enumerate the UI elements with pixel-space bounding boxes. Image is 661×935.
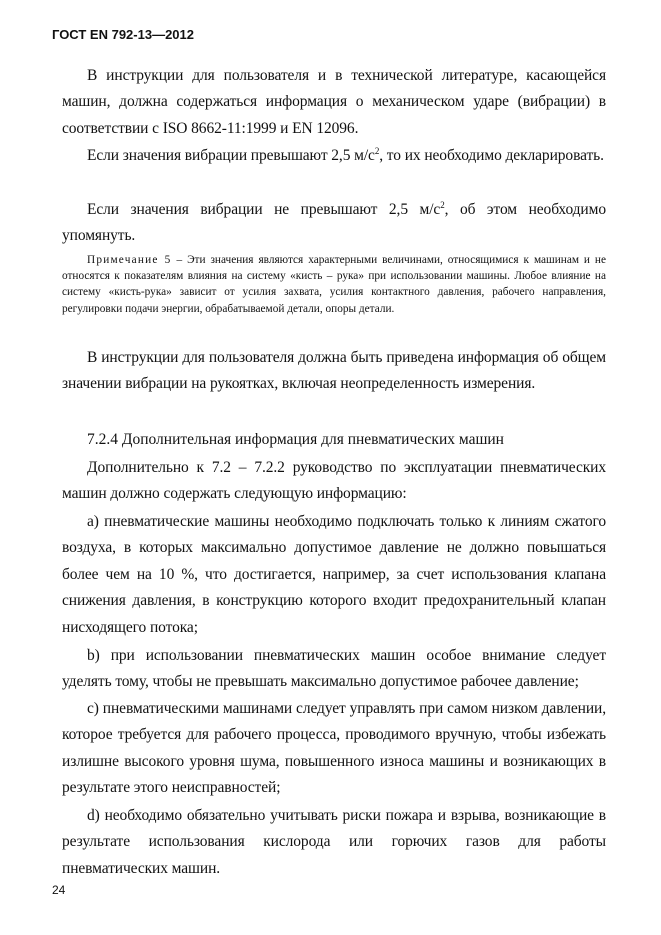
section-heading: 7.2.4 Дополнительная информация для пневматических машин — [87, 431, 504, 448]
unit-exponent: 2 — [374, 145, 380, 156]
vibration-exceed-text: Если значения вибрации превышают 2,5 м/с — [87, 147, 375, 164]
note-5 — [62, 252, 606, 317]
vibration-exceed-tail: , то их необходимо декларировать. — [379, 147, 604, 164]
unit-exponent: 2 — [440, 199, 445, 210]
document-header: ГОСТ EN 792-13—2012 — [52, 27, 194, 42]
paragraph-vibration-exceed — [62, 143, 606, 169]
paragraph-vibration-not-exceed — [62, 197, 606, 250]
paragraph-vibration-handles: В инструкции для пользователя должна быть приведена информация об общем значении вибрации на рукоятках, включая неопределенность измерения. — [62, 349, 606, 393]
note-label: Примечание 5 — [87, 254, 172, 266]
list-item-c: c) пневматическими машинами следует управлять при самом низком давлении, которое требуется для рабочего процесса, проводимого вручную, чтобы избежать излишне высокого уровня шума, повышенного износа машины и возникающих в результате этого неисправностей; — [62, 700, 606, 797]
page-number: 24 — [52, 883, 66, 897]
section-intro: Дополнительно к 7.2 – 7.2.2 руководство по эксплуатации пневматических машин должно содержать следующую информацию: — [62, 459, 606, 503]
list-item-b: b) при использовании пневматических машин особое внимание следует уделять тому, чтобы не превышать максимально допустимое рабочее давление; — [62, 647, 606, 691]
note-text: – Эти значения являются характерными величинами, относящимися к машинам и не относятся к показателям влияния на систему «кисть – рука» при использовании машины. Любое влияние на систему «кисть-рука» зависит от усилия захвата, усилия контактного давления, рабочего направления, регулировки подачи энергии, обрабатываемой детали, опоры детали. — [62, 254, 606, 315]
vibration-not-exceed-text: Если значения вибрации не превышают 2,5 м/с — [87, 201, 441, 218]
paragraph-manual-info: В инструкции для пользователя и в технической литературе, касающейся машин, должна содержаться информация о механическом ударе (вибрации) в соответствии с ISO 8662-11:1999 и EN 12096. — [62, 67, 606, 137]
vibration-not-exceed-tail: , об этом необходимо упомянуть. — [62, 201, 606, 245]
list-item-a: а) пневматические машины необходимо подключать только к линиям сжатого воздуха, в которых максимально допустимое давление не должно повышаться более чем на 10 %, что достигается, например, за счет использования клапана снижения давления, в конструкцию которого входит предохранительный клапан нисходящего потока; — [62, 513, 606, 636]
list-item-d: d) необходимо обязательно учитывать риски пожара и взрыва, возникающие в результате использования кислорода или горючих газов для работы пневматических машин. — [62, 807, 606, 877]
